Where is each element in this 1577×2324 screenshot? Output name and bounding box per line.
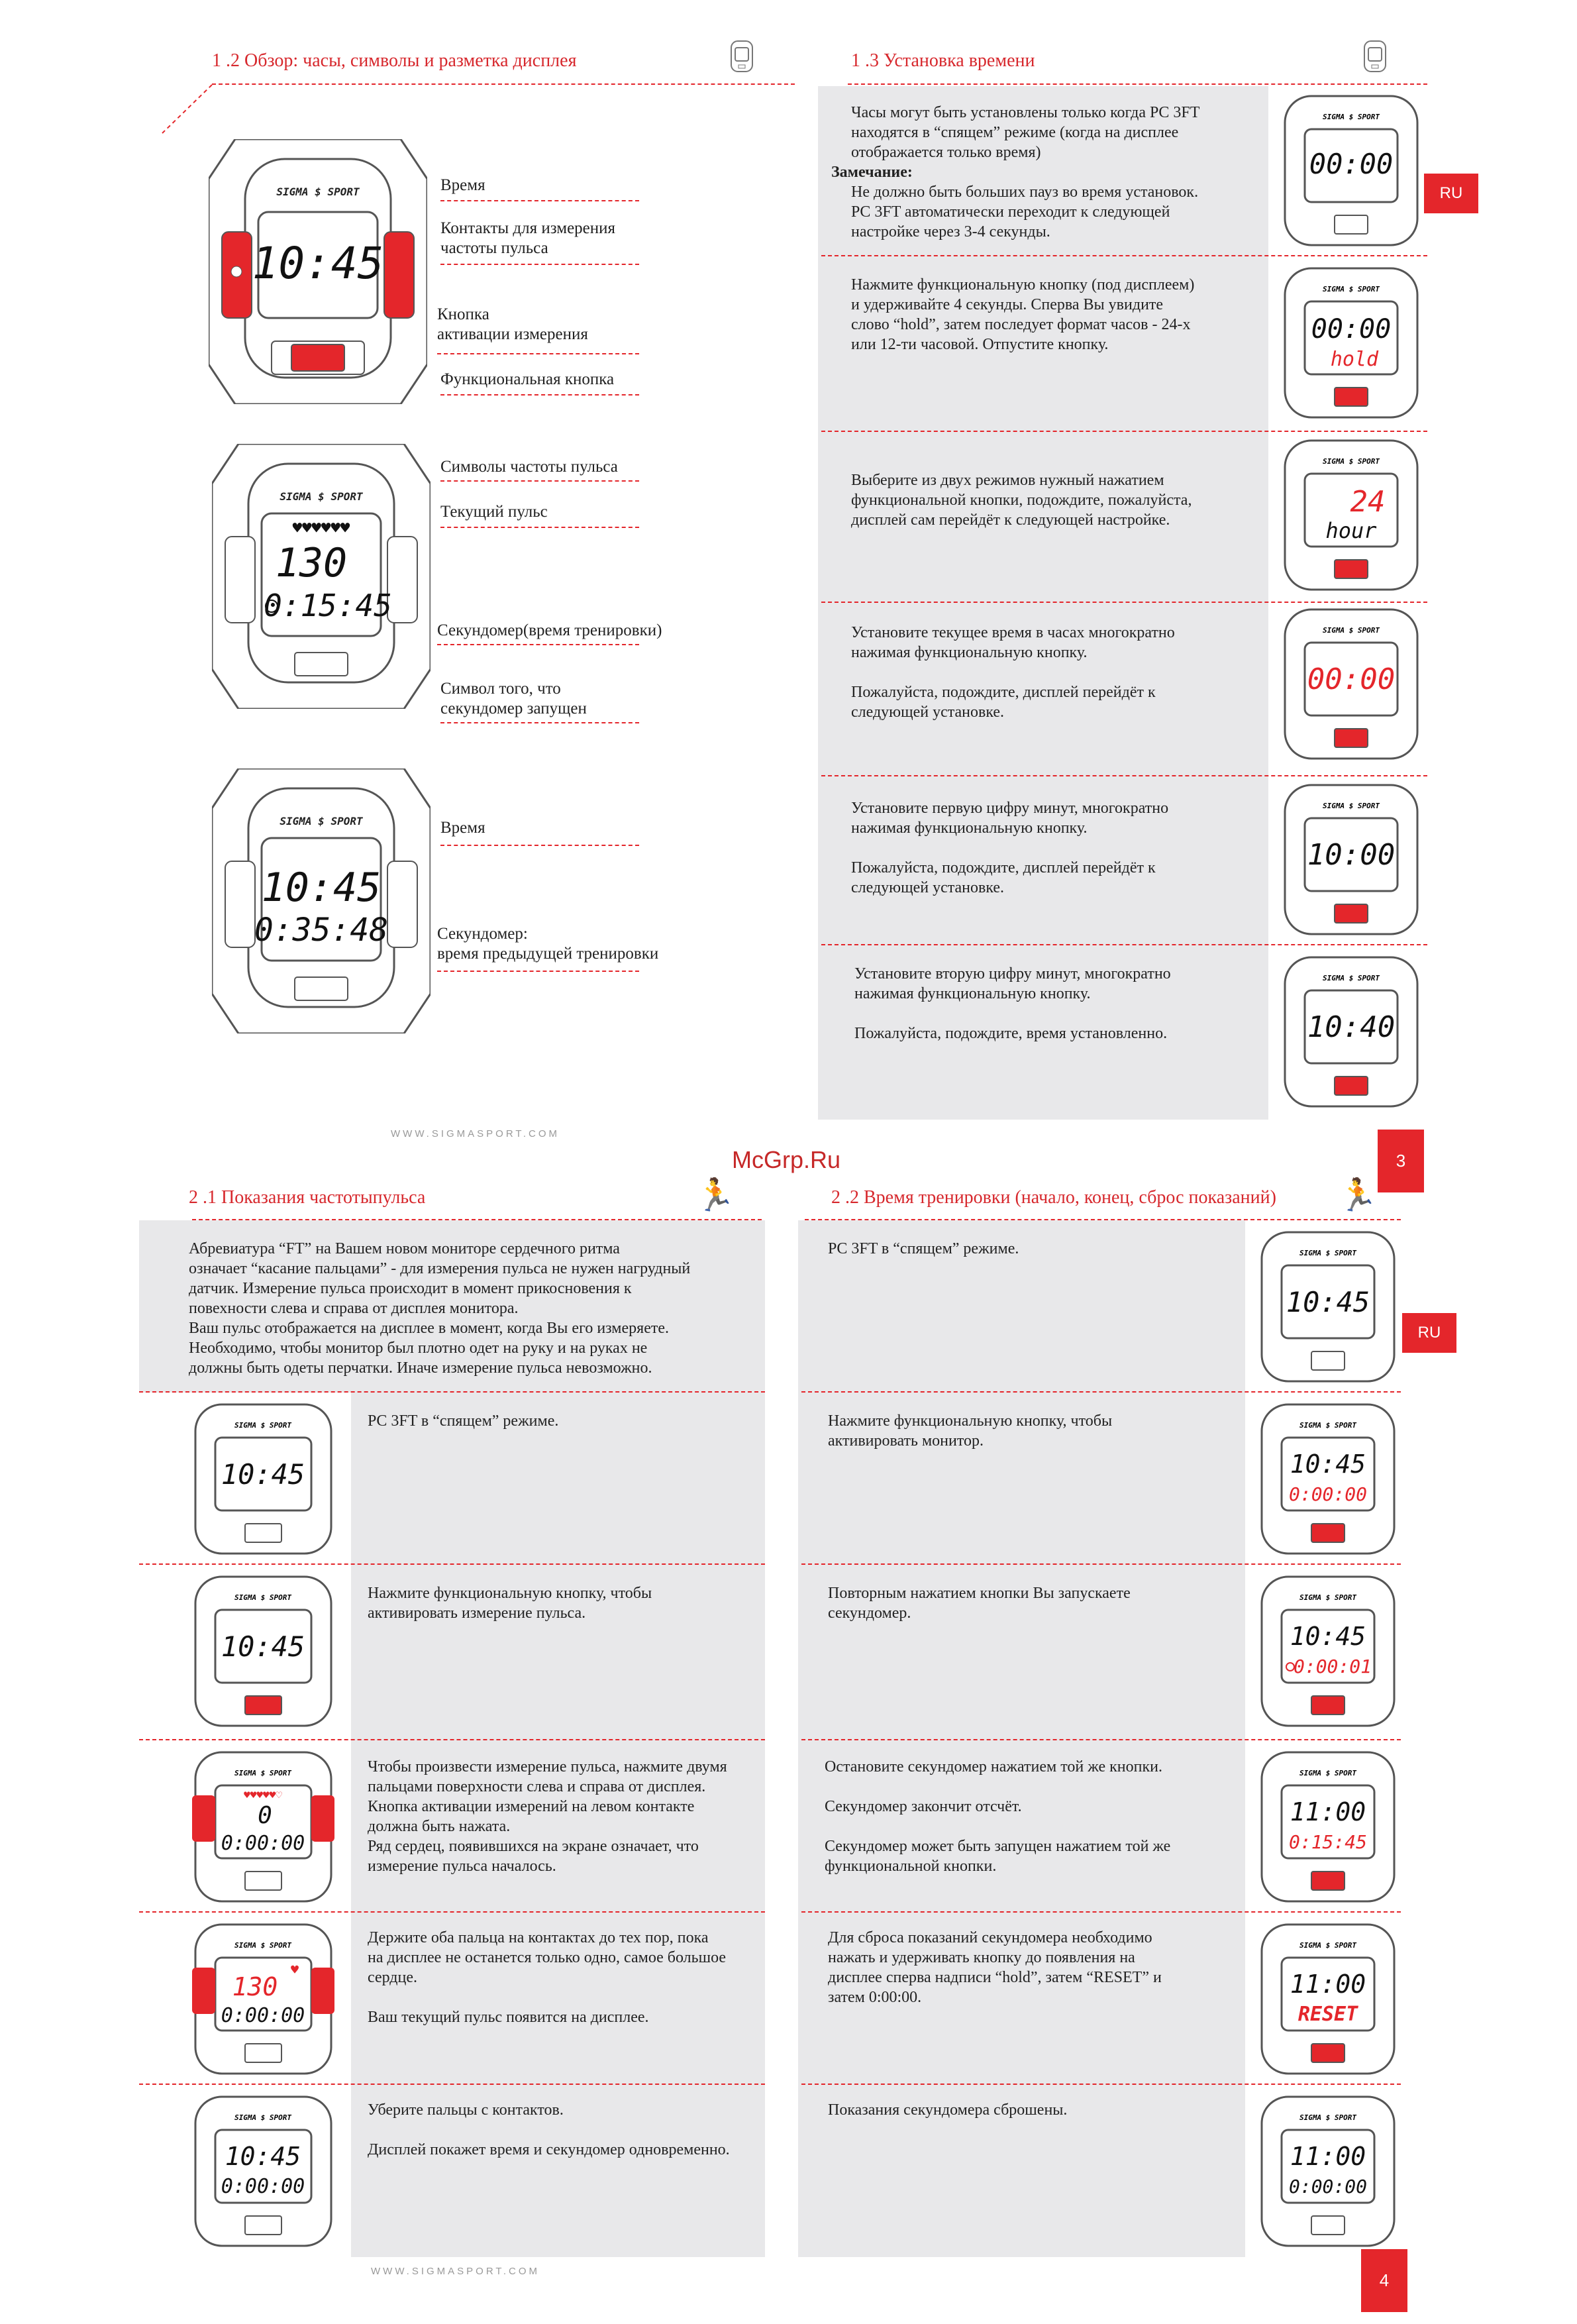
pulse-step-5-display2: 0:00:00 [221,2175,305,2198]
svg-text:♥: ♥ [290,1962,299,1978]
label-time-3: Время [440,819,485,837]
pulse-step-1-watch [192,1401,334,1557]
section-title-pulse: 2 .1 Показания частотыпульса [189,1187,426,1208]
training-step-5-watch [1258,1921,1398,2077]
time-step-2-display2: hold [1330,348,1379,371]
svg-text:SIGMA $ SPORT: SIGMA $ SPORT [276,185,360,198]
training-step-3-display2: 0:00:01 [1293,1656,1372,1677]
training-step-3-watch [1258,1573,1398,1729]
time-step-6-watch [1282,954,1421,1110]
svg-text:♥♥♥♥♥♡: ♥♥♥♥♥♡ [244,1789,282,1801]
svg-text:SIGMA $ SPORT: SIGMA $ SPORT [1299,1421,1357,1430]
time-step-5-display: 10:00 [1307,838,1396,872]
pulse-step-3-watch [192,1749,334,1905]
time-step-6-display: 10:40 [1307,1010,1396,1044]
training-step-4-display2: 0:15:45 [1288,1831,1368,1853]
pulse-step-2-display: 10:45 [221,1630,305,1663]
training-step-4-text: Остановите секундомер нажатием той же кнопки. Секундомер закончит отсчёт. Секундомер может быть запущен нажатием той же функциональной кнопки. [825,1758,1171,1875]
svg-text:SIGMA $ SPORT: SIGMA $ SPORT [1322,974,1380,982]
label-stopwatch-training: Секундомер(время тренировки) [437,621,662,639]
time-step-6-text: Установите вторую цифру минут, многократно нажимая функциональную кнопку. Пожалуйста, подождите, время установленно. [854,965,1171,1042]
svg-text:SIGMA $ SPORT: SIGMA $ SPORT [1299,1941,1357,1950]
time-step-2-watch [1282,265,1421,421]
label-stopwatch-running: Символ того, что секундомер запущен [440,680,587,717]
time-step-1-note-label: Замечание: [831,164,913,181]
svg-text:SIGMA $ SPORT: SIGMA $ SPORT [234,1593,292,1602]
time-step-1-watch [1282,93,1421,248]
label-pulse-contacts: Контакты для измерения частоты пульса [440,219,616,257]
svg-text:SIGMA $ SPORT: SIGMA $ SPORT [234,1941,292,1950]
pulse-step-4-watch [192,1921,334,2077]
pulse-step-1-display: 10:45 [221,1458,305,1491]
svg-text:SIGMA $ SPORT: SIGMA $ SPORT [1322,285,1380,293]
training-step-5-display2: RESET [1297,2003,1358,2026]
page-number-3: 3 [1378,1130,1424,1192]
svg-text:SIGMA $ SPORT: SIGMA $ SPORT [1322,113,1380,121]
watch3-display-top: 10:45 [261,865,382,911]
training-step-4-watch [1258,1749,1398,1905]
watch-overview-3 [212,768,431,1033]
time-step-2-display: 00:00 [1311,314,1392,344]
watch-overview-1 [209,139,427,404]
pulse-step-3-display2: 0:00:00 [221,1832,305,1855]
pulse-step-5-display: 10:45 [225,2142,301,2171]
svg-text:SIGMA $ SPORT: SIGMA $ SPORT [1322,802,1380,810]
time-step-1-note: Не должно быть больших пауз во время установок. PC 3FT автоматически переходит к следующей настройке через 3-4 секунды. [851,184,1199,240]
pulse-step-4-display: 130 [232,1972,278,2001]
svg-text:♥♥♥♥♥♥: ♥♥♥♥♥♥ [292,519,350,537]
training-step-6-watch [1258,2093,1398,2249]
lang-badge-page3: RU [1424,174,1478,213]
site-url-page4: WWW.SIGMASPORT.COM [371,2266,540,2277]
pulse-intro-text: Абревиатура “FT” на Вашем новом мониторе сердечного ритма означает “касание пальцами” - для измерения пульса не нужен нагрудный датчик. Измерение пульса происходит в момент прикосновения к повехности слева и справа от дисплея монитора. Ваш пульс отображается на дисплее в момент, когда Вы его измеряете. Необходимо, чтобы монитор был плотно одет на руку и на руках не должны быть одеты перчатки. Иначе измерение пульса невозможно. [189,1240,691,1377]
svg-text:SIGMA $ SPORT: SIGMA $ SPORT [1322,457,1380,466]
training-step-2-display: 10:45 [1290,1450,1366,1479]
time-step-3-text: Выберите из двух режимов нужный нажатием функциональной кнопки, подождите, пожалуйста, дисплей сам перейдёт к следующей настройке. [851,472,1192,529]
svg-text:SIGMA $ SPORT: SIGMA $ SPORT [234,1769,292,1777]
watch1-display: 10:45 [252,238,384,289]
label-stopwatch-previous: Секундомер: время предыдущей тренировки [437,925,659,963]
training-step-6-text: Показания секундомера сброшены. [828,2101,1068,2119]
pulse-step-3-display: 0 [258,1802,272,1829]
time-step-5-text: Установите первую цифру минут, многократно нажимая функциональную кнопку. Пожалуйста, подождите, дисплей перейдёт к следующей установке. [851,800,1169,896]
pulse-step-4-display2: 0:00:00 [221,2004,305,2027]
training-step-1-watch [1258,1229,1398,1385]
lang-badge-page4: RU [1402,1313,1456,1353]
label-pulse-symbols: Символы частоты пульса [440,458,618,476]
page-number-4: 4 [1361,2249,1407,2312]
training-step-2-text: Нажмите функциональную кнопку, чтобы активировать монитор. [828,1412,1113,1450]
training-step-5-display: 11:00 [1290,1970,1366,1999]
training-step-1-text: PC 3FT в “спящем” режиме. [828,1240,1019,1257]
svg-text:SIGMA $ SPORT: SIGMA $ SPORT [1299,1769,1357,1777]
watch-icon [727,36,756,77]
watch2-display-bottom: 0:15:45 [264,588,392,623]
pulse-step-4-text: Держите оба пальца на контактах до тех пор, пока на дисплее не останется только одно, самое большое сердце. Ваш текущий пульс появится на дисплее. [368,1929,727,2026]
watch2-display-top: 130 [275,540,348,586]
svg-text:SIGMA $ SPORT: SIGMA $ SPORT [234,2113,292,2122]
time-step-1-text: Часы могут быть установлены только когда PC 3FT находятся в “спящем” режиме (когда на дисплее отображается только время) [851,104,1200,161]
time-step-4-display: 00:00 [1307,662,1396,696]
label-measure-button: Кнопка активации измерения [437,305,588,343]
training-step-6-display2: 0:00:00 [1288,2176,1368,2197]
label-time: Время [440,176,485,194]
svg-text:SIGMA $ SPORT: SIGMA $ SPORT [280,815,363,827]
training-step-4-display: 11:00 [1290,1797,1366,1826]
section-title-training: 2 .2 Время тренировки (начало, конец, сброс показаний) [831,1187,1276,1208]
pulse-step-5-watch [192,2093,334,2249]
training-step-3-text: Повторным нажатием кнопки Вы запускаете секундомер. [828,1585,1131,1622]
training-step-6-display: 11:00 [1290,2142,1366,2171]
time-step-3-watch [1282,437,1421,593]
time-step-3-display: 24 [1350,485,1386,519]
training-step-1-display: 10:45 [1286,1286,1370,1318]
time-step-3-display2: hour [1325,518,1377,543]
pulse-step-2-text: Нажмите функциональную кнопку, чтобы активировать измерение пульса. [368,1585,652,1622]
site-url-page3: WWW.SIGMASPORT.COM [391,1128,560,1139]
pulse-step-1-text: PC 3FT в “спящем” режиме. [368,1412,559,1430]
time-step-1-display: 00:00 [1309,148,1394,180]
svg-text:SIGMA $ SPORT: SIGMA $ SPORT [1299,1593,1357,1602]
time-step-2-text: Нажмите функциональную кнопку (под дисплеем) и удерживайте 4 секунды. Сперва Вы увидите слово “hold”, затем последует формат часов - 24-х или 12-ти часовой. Отпустите кнопку. [851,276,1195,353]
pulse-step-3-text: Чтобы произвести измерение пульса, нажмите двумя пальцами поверхности слева и справа от дисплея. Кнопка активации измерений на левом контакте должна быть нажата. Ряд сердец, появившихся на экране означает, что измерение пульса началось. [368,1758,727,1875]
runner-icon: 🏃 [1338,1178,1378,1213]
section-title-overview: 1 .2 Обзор: часы, символы и разметка дисплея [212,50,577,71]
training-step-3-display: 10:45 [1290,1622,1366,1651]
training-step-2-display2: 0:00:00 [1288,1483,1368,1505]
watch-icon [1360,36,1390,77]
pulse-step-2-watch [192,1573,334,1729]
time-step-5-watch [1282,782,1421,937]
svg-text:SIGMA $ SPORT: SIGMA $ SPORT [1299,2113,1357,2122]
watch-overview-2 [212,444,431,709]
svg-text:SIGMA $ SPORT: SIGMA $ SPORT [280,490,363,503]
section-title-time-setting: 1 .3 Установка времени [851,50,1035,71]
svg-text:SIGMA $ SPORT: SIGMA $ SPORT [1322,626,1380,635]
label-current-pulse: Текущий пульс [440,503,548,521]
label-function-button: Функциональная кнопка [440,370,615,388]
time-step-4-watch [1282,606,1421,762]
watch3-display-bottom: 0:35:48 [254,912,389,949]
training-step-5-text: Для сброса показаний секундомера необходимо нажать и удерживать кнопку до появления на дисплее сперва надписи “hold”, затем “RESET” и затем 0:00:00. [828,1929,1162,2006]
svg-text:SIGMA $ SPORT: SIGMA $ SPORT [1299,1249,1357,1257]
pulse-step-5-text: Уберите пальцы с контактов. Дисплей покажет время и секундомер одновременно. [368,2101,730,2158]
time-step-4-text: Установите текущее время в часах многократно нажимая функциональную кнопку. Пожалуйста, подождите, дисплей перейдёт к следующей установке. [851,624,1175,721]
runner-icon: 🏃 [695,1178,735,1213]
svg-text:SIGMA $ SPORT: SIGMA $ SPORT [234,1421,292,1430]
training-step-2-watch [1258,1401,1398,1557]
watermark: McGrp.Ru [732,1146,841,1173]
